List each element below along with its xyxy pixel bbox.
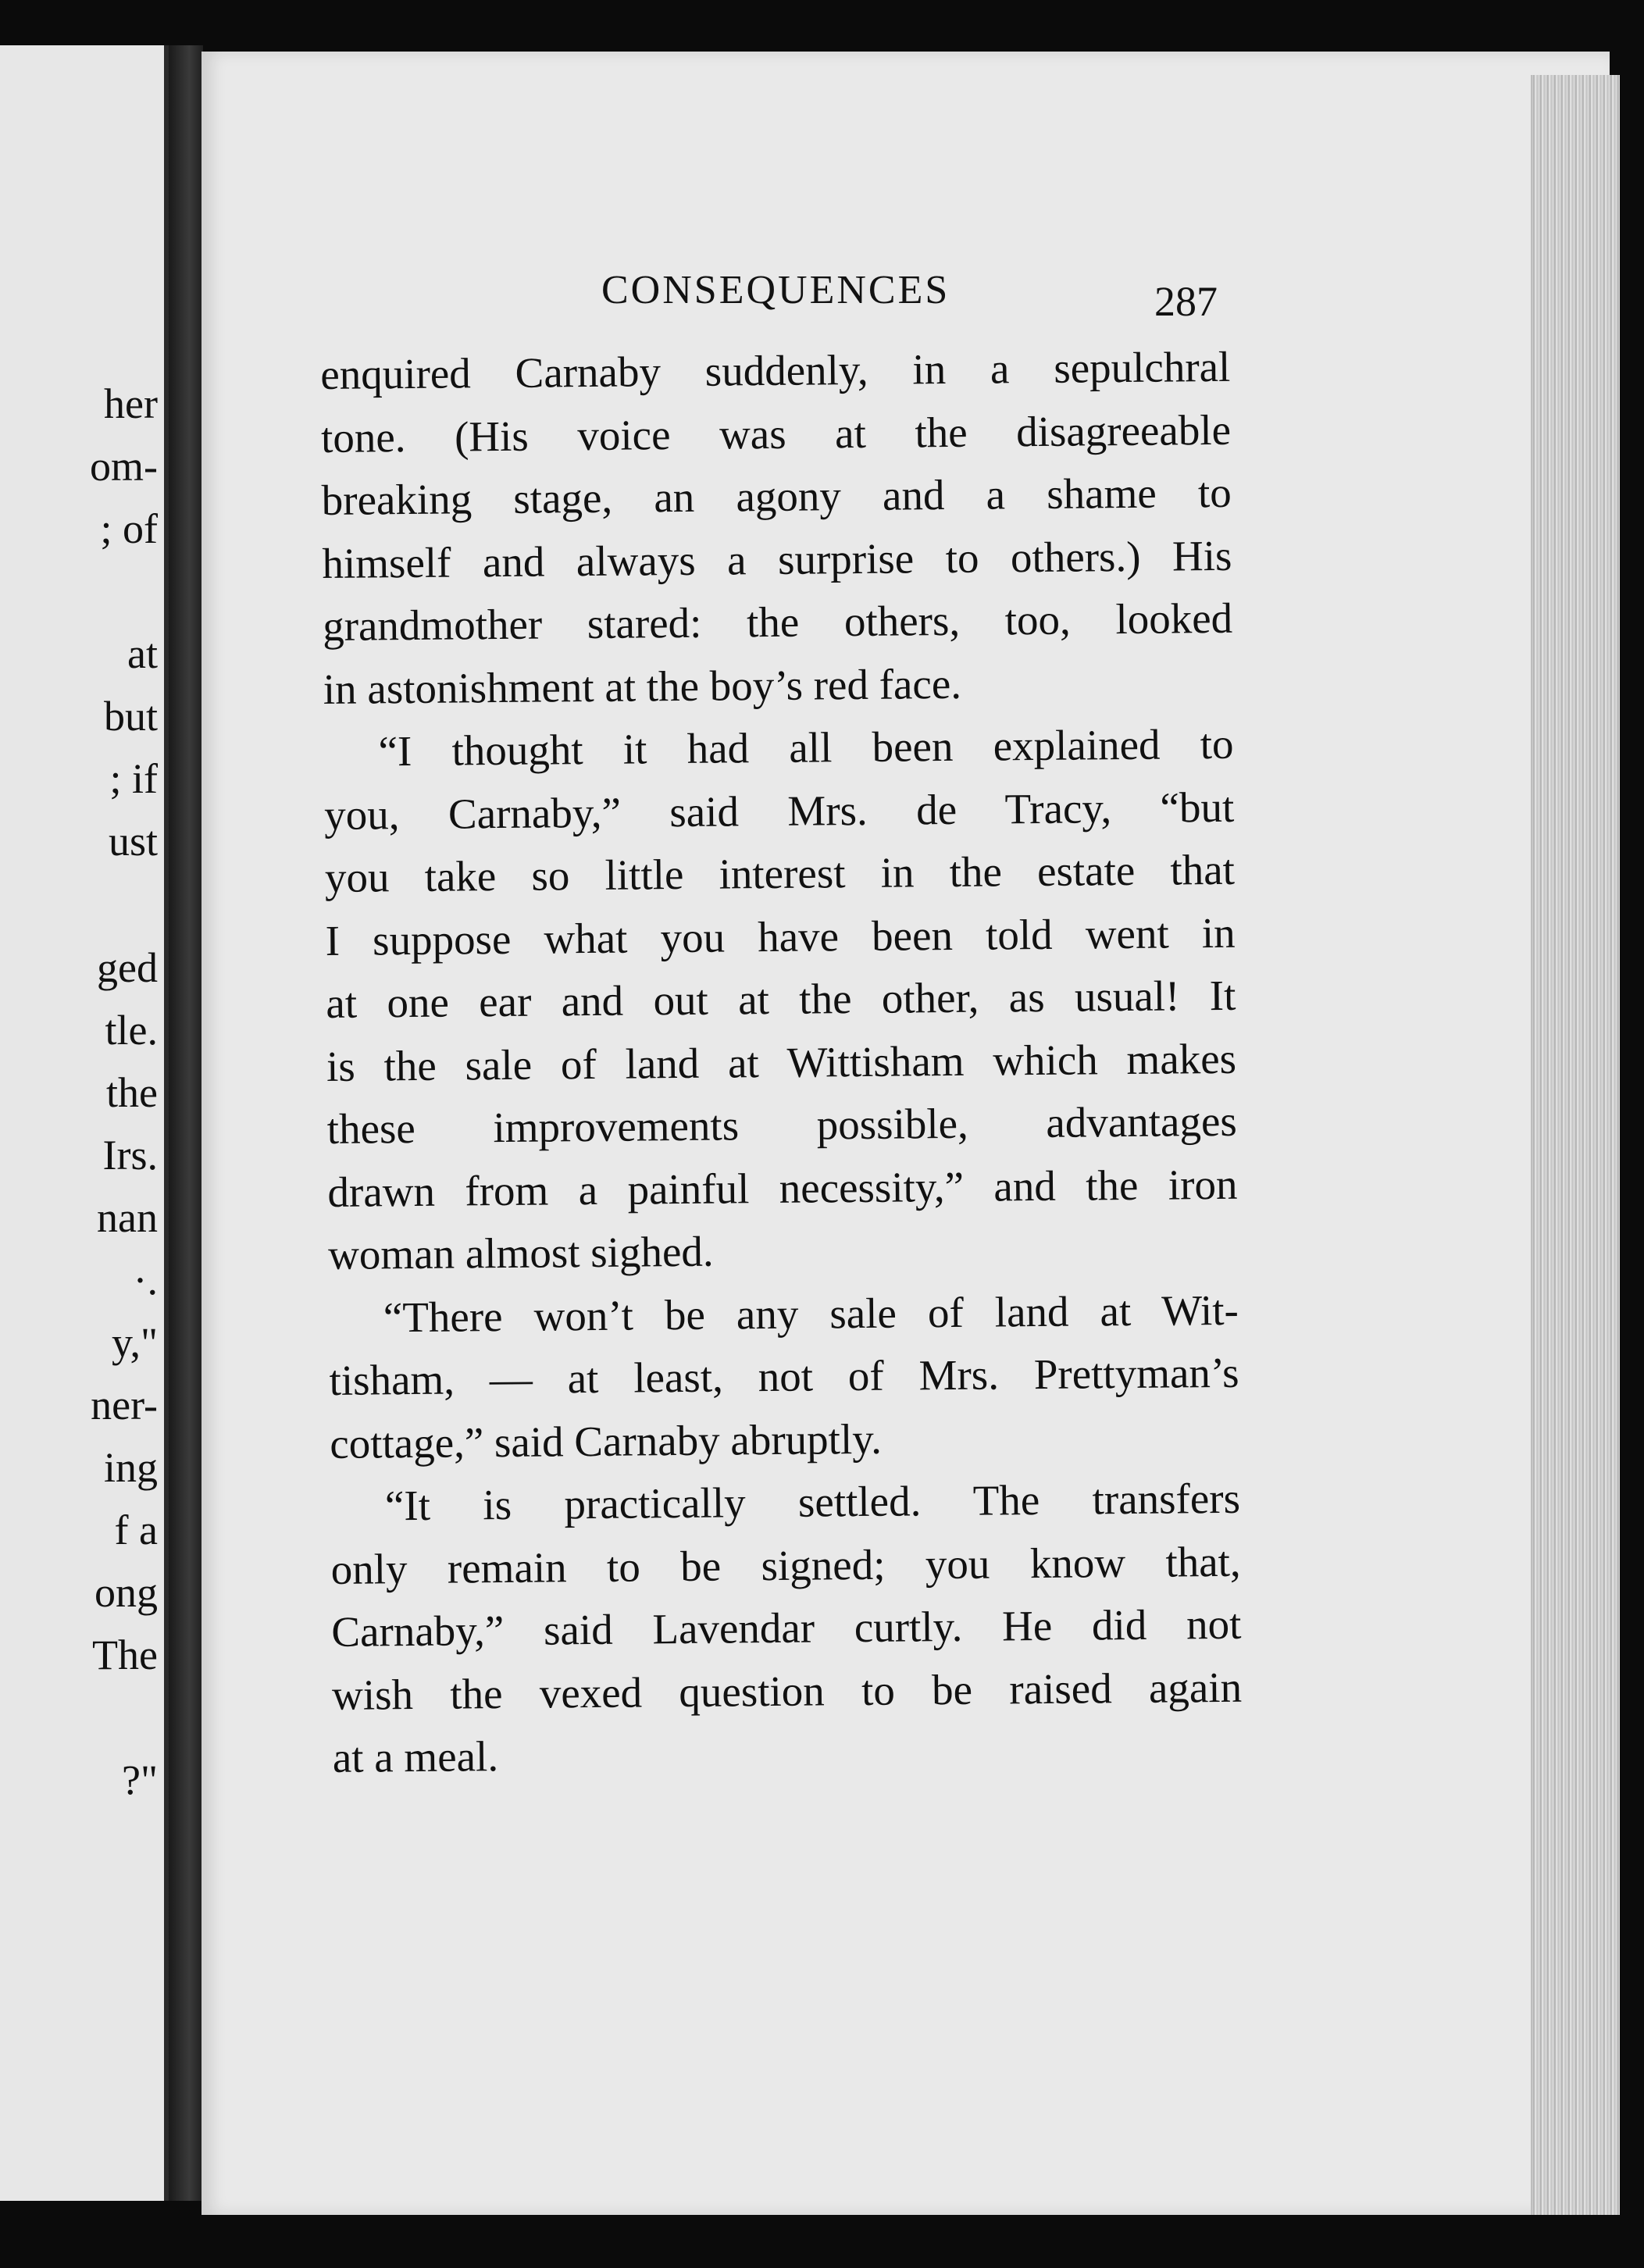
left-page-fragment: ged <box>97 944 158 991</box>
body-text <box>320 336 1243 1790</box>
text-line: tone. (His voice was at the disagreeable <box>320 405 1232 462</box>
text-line: woman almost sighed. <box>327 1227 714 1278</box>
left-page-fragment: ?" <box>121 1756 158 1803</box>
left-page-fragment: but <box>103 693 158 740</box>
page-number: 287 <box>1154 278 1218 325</box>
text-line: enquired Carnaby suddenly, in a sepulchral <box>320 342 1231 398</box>
left-page-fragment: at <box>127 630 158 677</box>
left-page-fragment: ; of <box>100 505 158 552</box>
text-line: “It is practically settled. The transfers <box>384 1474 1241 1530</box>
facing-page-left <box>0 45 169 2201</box>
book-gutter <box>169 45 203 2201</box>
text-line: at a meal. <box>332 1732 499 1781</box>
page-fore-edge <box>1531 75 1620 2215</box>
text-line: these improvements possible, advantages <box>326 1097 1237 1153</box>
text-line: Carnaby,” said Lavendar curtly. He did not <box>331 1599 1242 1656</box>
text-line: tisham, — at least, not of Mrs. Prettyman’s <box>329 1348 1239 1404</box>
running-head: CONSEQUENCES <box>601 268 950 312</box>
text-line: I suppose what you have been told went in <box>325 908 1236 965</box>
left-page-fragment: her <box>104 380 158 427</box>
left-page-fragment: the <box>106 1069 158 1116</box>
left-page-fragment: ; if <box>109 755 158 802</box>
left-page-fragment: tle. <box>105 1007 158 1054</box>
left-page-fragment: y," <box>111 1319 158 1366</box>
text-line: you take so little interest in the estate that <box>324 845 1236 901</box>
text-line: is the sale of land at Wittisham which makes <box>326 1034 1237 1090</box>
text-line: grandmother stared: the others, too, looked <box>322 594 1233 650</box>
left-page-fragment: ·. <box>133 1257 158 1303</box>
left-page-fragment: f a <box>114 1507 158 1553</box>
left-page-fragment: ner- <box>91 1382 158 1428</box>
left-page-fragment: om- <box>90 443 158 490</box>
text-line: “I thought it had all been explained to <box>378 719 1234 776</box>
text-line: drawn from a painful necessity,” and the iron <box>327 1160 1238 1216</box>
text-line: you, Carnaby,” said Mrs. de Tracy, “but <box>323 783 1235 839</box>
left-page-fragment: ong <box>95 1569 158 1616</box>
left-page-fragment: ing <box>103 1444 158 1491</box>
text-line: wish the vexed question to be raised again <box>331 1663 1243 1719</box>
text-line: himself and always a surprise to others.) His <box>322 531 1232 587</box>
text-line: at one ear and out at the other, as usual! It <box>326 971 1236 1027</box>
left-page-fragment: nan <box>97 1194 158 1241</box>
left-page-fragment: The <box>92 1631 158 1678</box>
text-line: cottage,” said Carnaby abruptly. <box>330 1414 883 1467</box>
text-line: in astonishment at the boy’s red face. <box>323 659 962 713</box>
left-page-fragment: Irs. <box>102 1132 158 1179</box>
text-line: “There won’t be any sale of land at Wit- <box>383 1286 1239 1341</box>
text-line: only remain to be signed; you know that, <box>330 1537 1241 1593</box>
text-line: breaking stage, an agony and a shame to <box>321 468 1232 524</box>
left-page-fragment: ust <box>108 818 158 865</box>
